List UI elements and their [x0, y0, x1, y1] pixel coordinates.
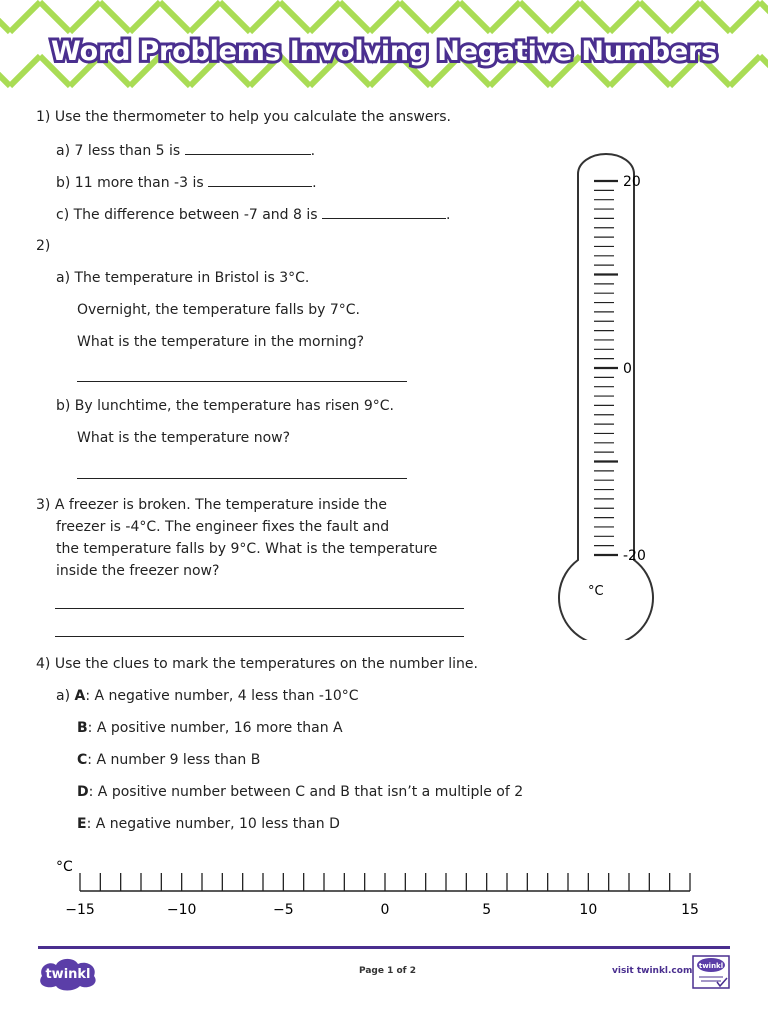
page-number: Page 1 of 2 [359, 966, 416, 976]
q1-a-blank[interactable] [185, 140, 311, 155]
stripe [430, 2, 460, 32]
stripe [580, 2, 610, 32]
number-line-unit: °C [56, 859, 73, 875]
number-line-label: 5 [482, 902, 492, 918]
q1-c-blank[interactable] [322, 204, 446, 219]
twinkl-logo-text: twinkl [45, 967, 91, 982]
number-line-label: 0 [380, 902, 390, 918]
thermo-unit: °C [588, 584, 604, 599]
quality-badge-icon [689, 952, 733, 992]
stripe [730, 2, 760, 32]
q1-c: c) The difference between -7 and 8 is . [56, 204, 450, 224]
stripe [220, 2, 250, 32]
number-line-label: −5 [273, 902, 294, 918]
stripe [700, 2, 730, 32]
q2-b-line1: b) By lunchtime, the temperature has risen 9°C. [56, 398, 394, 414]
stripe [640, 2, 670, 32]
q4-clue-e: E: A negative number, 10 less than D [77, 816, 340, 832]
stripe [400, 2, 430, 32]
stripe [250, 2, 280, 32]
stripe [550, 2, 580, 32]
q3-line3: the temperature falls by 9°C. What is the temperature [56, 541, 438, 557]
stripe [490, 2, 520, 32]
number-line-label: −10 [166, 902, 197, 918]
q4-clue-d: D: A positive number between C and B that isn’t a multiple of 2 [77, 784, 524, 800]
q4-prompt: 4) Use the clues to mark the temperatures on the number line. [36, 656, 478, 672]
q2-a-line2: Overnight, the temperature falls by 7°C. [77, 302, 361, 318]
stripe [130, 2, 160, 32]
q2-b-line2: What is the temperature now? [77, 430, 291, 446]
q1-b-blank[interactable] [208, 172, 312, 187]
q2-b-answer-line[interactable] [77, 478, 407, 479]
number-line[interactable] [40, 852, 720, 922]
q3-line1: 3) A freezer is broken. The temperature inside the [36, 497, 387, 513]
stripe [520, 2, 550, 32]
stripe [280, 2, 310, 32]
badge-text: twinkl [698, 962, 724, 970]
q1-prompt: 1) Use the thermometer to help you calculate the answers. [36, 109, 451, 125]
q4-clue-a: a) A: A negative number, 4 less than -10°C [56, 688, 359, 704]
stripe [370, 2, 400, 32]
stripe [160, 2, 190, 32]
q2-number: 2) [36, 238, 51, 254]
q4-clue-b: B: A positive number, 16 more than A [77, 720, 343, 736]
thermo-label-max: 20 [623, 174, 641, 190]
stripe [760, 2, 768, 32]
footer-rule [38, 946, 730, 949]
q3-answer-line-1[interactable] [55, 608, 464, 609]
twinkl-logo[interactable] [36, 954, 100, 992]
q1-a: a) 7 less than 5 is . [56, 140, 315, 160]
stripe [190, 2, 220, 32]
number-line-label: −15 [65, 902, 95, 918]
stripe [310, 2, 340, 32]
number-line-label: 10 [579, 902, 598, 918]
visit-link[interactable]: visit twinkl.com [612, 966, 693, 976]
thermo-label-zero: 0 [623, 361, 632, 377]
stripe [10, 2, 40, 32]
page-title: Word Problems Involving Negative Numbers [51, 36, 717, 67]
stripe [0, 2, 10, 32]
stripe [460, 2, 490, 32]
stripe [40, 2, 70, 32]
q1-b: b) 11 more than -3 is . [56, 172, 317, 192]
q3-line4: inside the freezer now? [56, 563, 220, 579]
number-line-label: 15 [681, 902, 699, 918]
thermo-label-min: -20 [623, 548, 646, 564]
stripe [70, 2, 100, 32]
stripe [670, 2, 700, 32]
q4-clue-c: C: A number 9 less than B [77, 752, 261, 768]
q2-a-answer-line[interactable] [77, 381, 407, 382]
stripe [610, 2, 640, 32]
q3-line2: freezer is -4°C. The engineer fixes the fault and [56, 519, 390, 535]
q2-a-line1: a) The temperature in Bristol is 3°C. [56, 270, 310, 286]
stripe [100, 2, 130, 32]
thermometer [550, 150, 670, 640]
q2-a-line3: What is the temperature in the morning? [77, 334, 365, 350]
stripe [340, 2, 370, 32]
q3-answer-line-2[interactable] [55, 636, 464, 637]
